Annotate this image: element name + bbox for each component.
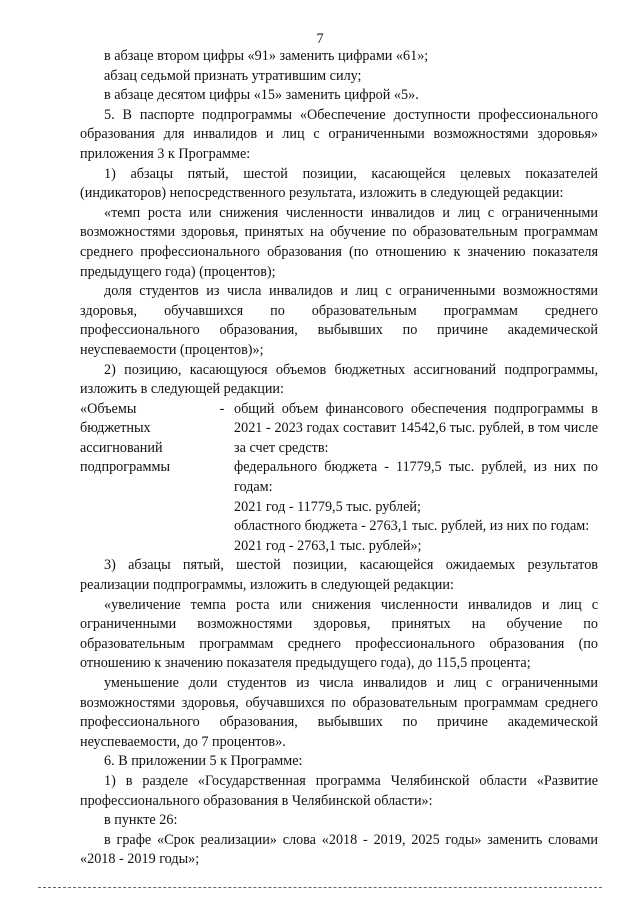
budget-label-line: ассигнований bbox=[80, 439, 163, 456]
budget-text-line: общий объем финансового обеспечения подпрограммы в 2021 - 2023 годах составит 14542,6 тыс. рублей, в том числе за счет средств: bbox=[234, 400, 598, 456]
paragraph: уменьшение доли студентов из числа инвалидов и лиц с ограниченными возможностями здоровья, обучавшихся по образовательным программам среднего профессионального образования, выбывших по причине академической неуспеваемости, до 7 процентов». bbox=[80, 675, 598, 750]
budget-text-line: 2021 год - 2763,1 тыс. рублей»; bbox=[234, 537, 422, 554]
paragraph: 1) абзацы пятый, шестой позиции, касающейся целевых показателей (индикаторов) непосредственного результата, изложить в следующей редакции: bbox=[80, 165, 598, 202]
paragraph: 1) в разделе «Государственная программа Челябинской области «Развитие профессионального образования в Челябинской области»: bbox=[80, 772, 598, 809]
budget-dash: - bbox=[219, 400, 225, 417]
paragraph: доля студентов из числа инвалидов и лиц с ограниченными возможностями здоровья, обучавшихся по образовательным программам среднего профессионального образования, выбывших по причине академической неуспеваемости (процентов)»; bbox=[80, 283, 598, 358]
budget-text bbox=[234, 400, 598, 557]
paragraph: в абзаце втором цифры «91» заменить цифрами «61»; bbox=[104, 48, 429, 64]
page-bottom-rule bbox=[38, 887, 602, 888]
paragraph: 3) абзацы пятый, шестой позиции, касающейся ожидаемых результатов реализации подпрограммы, изложить в следующей редакции: bbox=[80, 557, 598, 594]
paragraph: в графе «Срок реализации» слова «2018 - 2019, 2025 годы» заменить словами «2018 - 2019 годы»; bbox=[80, 831, 598, 868]
paragraph: «темп роста или снижения численности инвалидов и лиц с ограниченными возможностями здоровья, принятых на обучение по образовательным программам среднего профессионального образования (по отношению к значению показателя предыдущего года) (процентов); bbox=[80, 204, 598, 280]
budget-text-line: федерального бюджета - 11779,5 тыс. рублей, из них по годам: bbox=[234, 459, 598, 496]
paragraph: 2) позицию, касающуюся объемов бюджетных ассигнований подпрограммы, изложить в следующей редакции: bbox=[80, 361, 598, 398]
paragraph: «увеличение темпа роста или снижения численности инвалидов и лиц с ограниченными возможностями здоровья, принятых на обучение по образовательным программам среднего профессионального образования (по отношению к значению показателя предыдущего года), до 115,5 процента; bbox=[80, 596, 598, 672]
budget-text-line: 2021 год - 11779,5 тыс. рублей; bbox=[234, 498, 421, 515]
budget-text-line: областного бюджета - 2763,1 тыс. рублей, из них по годам: bbox=[234, 518, 590, 535]
page-number: 7 bbox=[316, 31, 324, 47]
document-body bbox=[80, 47, 598, 870]
budget-block bbox=[80, 400, 598, 557]
budget-label bbox=[80, 400, 210, 557]
paragraph: 6. В приложении 5 к Программе: bbox=[104, 753, 303, 770]
budget-label-line: бюджетных bbox=[80, 420, 151, 437]
paragraph: в абзаце десятом цифры «15» заменить цифрой «5». bbox=[104, 87, 419, 104]
budget-label-line: подпрограммы bbox=[80, 459, 170, 476]
paragraph: 5. В паспорте подпрограммы «Обеспечение доступности профессионального образования для инвалидов и лиц с ограниченными возможностями здоровья» приложения 3 к Программе: bbox=[80, 106, 598, 162]
paragraph: в пункте 26: bbox=[104, 812, 178, 829]
paragraph: абзац седьмой признать утратившим силу; bbox=[104, 67, 362, 84]
budget-label-line: «Объемы bbox=[80, 400, 137, 417]
